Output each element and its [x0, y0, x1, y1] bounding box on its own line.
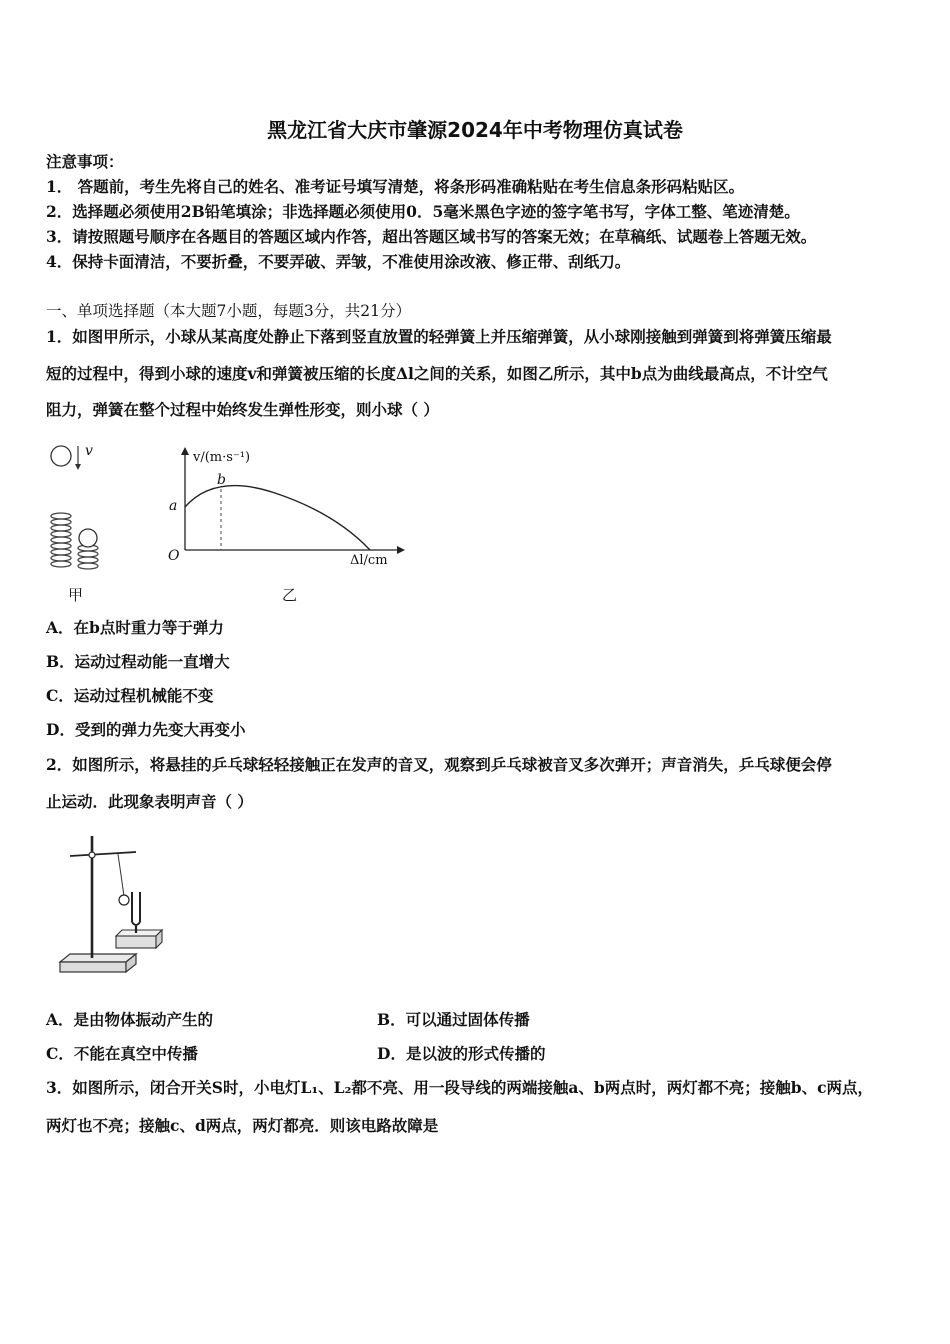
notice-heading: 注意事项：: [46, 152, 124, 171]
origin-label: O: [168, 548, 180, 564]
option-d: D．是以波的形式传播的: [377, 1044, 546, 1063]
resonance-box: [116, 936, 156, 948]
question-1-line: 1．如图甲所示，小球从某高度处静止下落到竖直放置的轻弹簧上并压缩弹簧，从小球刚接触到弹簧到将弹簧压缩最: [46, 327, 832, 346]
x-axis-label: Δl/cm: [350, 553, 388, 568]
notice-item: 2．选择题必须使用2B铅笔填涂；非选择题必须使用0．5毫米黑色字迹的签字笔书写，字体工整、笔迹清楚。: [46, 202, 800, 221]
question-2-line: 止运动．此现象表明声音（ ）: [46, 792, 253, 811]
section-heading: 一、单项选择题（本大题7小题，每题3分，共21分）: [46, 302, 411, 320]
question-3-line: 3．如图所示，闭合开关S时，小电灯L₁、L₂都不亮、用一段导线的两端接触a、b两点时，两灯都不亮；接触b、c两点，: [46, 1078, 874, 1097]
question-1-line: 阻力，弹簧在整个过程中始终发生弹性形变，则小球（ ）: [46, 400, 439, 419]
x-axis-arrow: [397, 546, 405, 554]
stand-base-front: [60, 962, 126, 972]
notice-item: 3．请按照题号顺序在各题目的答题区域内作答，超出答题区域书写的答案无效；在草稿纸、试题卷上答题无效。: [46, 227, 817, 246]
point-a-label: a: [169, 498, 178, 514]
y-axis-label: v/(m·s⁻¹): [193, 450, 251, 465]
option-b: B．运动过程动能一直增大: [46, 652, 230, 671]
option-c: C．不能在真空中传播: [46, 1044, 198, 1063]
option-a: A．是由物体振动产生的: [46, 1010, 214, 1029]
velocity-curve: [185, 486, 370, 550]
question-1-line: 短的过程中，得到小球的速度v和弹簧被压缩的长度Δl之间的关系，如图乙所示，其中b点为曲线最高点，不计空气: [46, 364, 828, 383]
resonance-box-top: [116, 930, 162, 936]
stand-base-top: [60, 954, 136, 962]
question-3-line: 两灯也不亮；接触c、d两点，两灯都亮．则该电路故障是: [46, 1116, 439, 1135]
ping-pong-ball: [119, 895, 129, 905]
option-a: A．在b点时重力等于弹力: [46, 618, 224, 637]
stand-arm: [70, 852, 136, 856]
ball-spring-drawing: [46, 440, 116, 580]
figure-ball-spring: [46, 440, 116, 580]
string: [118, 854, 124, 896]
notice-item: 1． 答题前，考生先将自己的姓名、准考证号填写清楚，将条形码准确粘贴在考生信息条形码粘贴区。: [46, 177, 745, 196]
notice-item: 4．保持卡面清洁，不要折叠，不要弄破、弄皱，不准使用涂改液、修正带、刮纸刀。: [46, 252, 631, 271]
point-b-label: b: [217, 472, 226, 488]
page-title: 黑龙江省大庆市肇源2024年中考物理仿真试卷: [267, 118, 683, 142]
figure-tuning-fork: [56, 832, 166, 977]
option-d: D．受到的弹力先变大再变小: [46, 720, 246, 739]
option-b: B．可以通过固体传播: [377, 1010, 530, 1029]
option-c: C．运动过程机械能不变: [46, 686, 214, 705]
figure-caption-a: 甲: [68, 586, 84, 604]
y-axis-arrow: [181, 447, 189, 455]
figure-caption-b: 乙: [282, 586, 298, 604]
velocity-label: v: [85, 443, 93, 459]
question-2-line: 2．如图所示，将悬挂的乒乓球轻轻接触正在发声的音叉，观察到乒乓球被音叉多次弹开；声音消失，乒乓球便会停: [46, 755, 832, 774]
